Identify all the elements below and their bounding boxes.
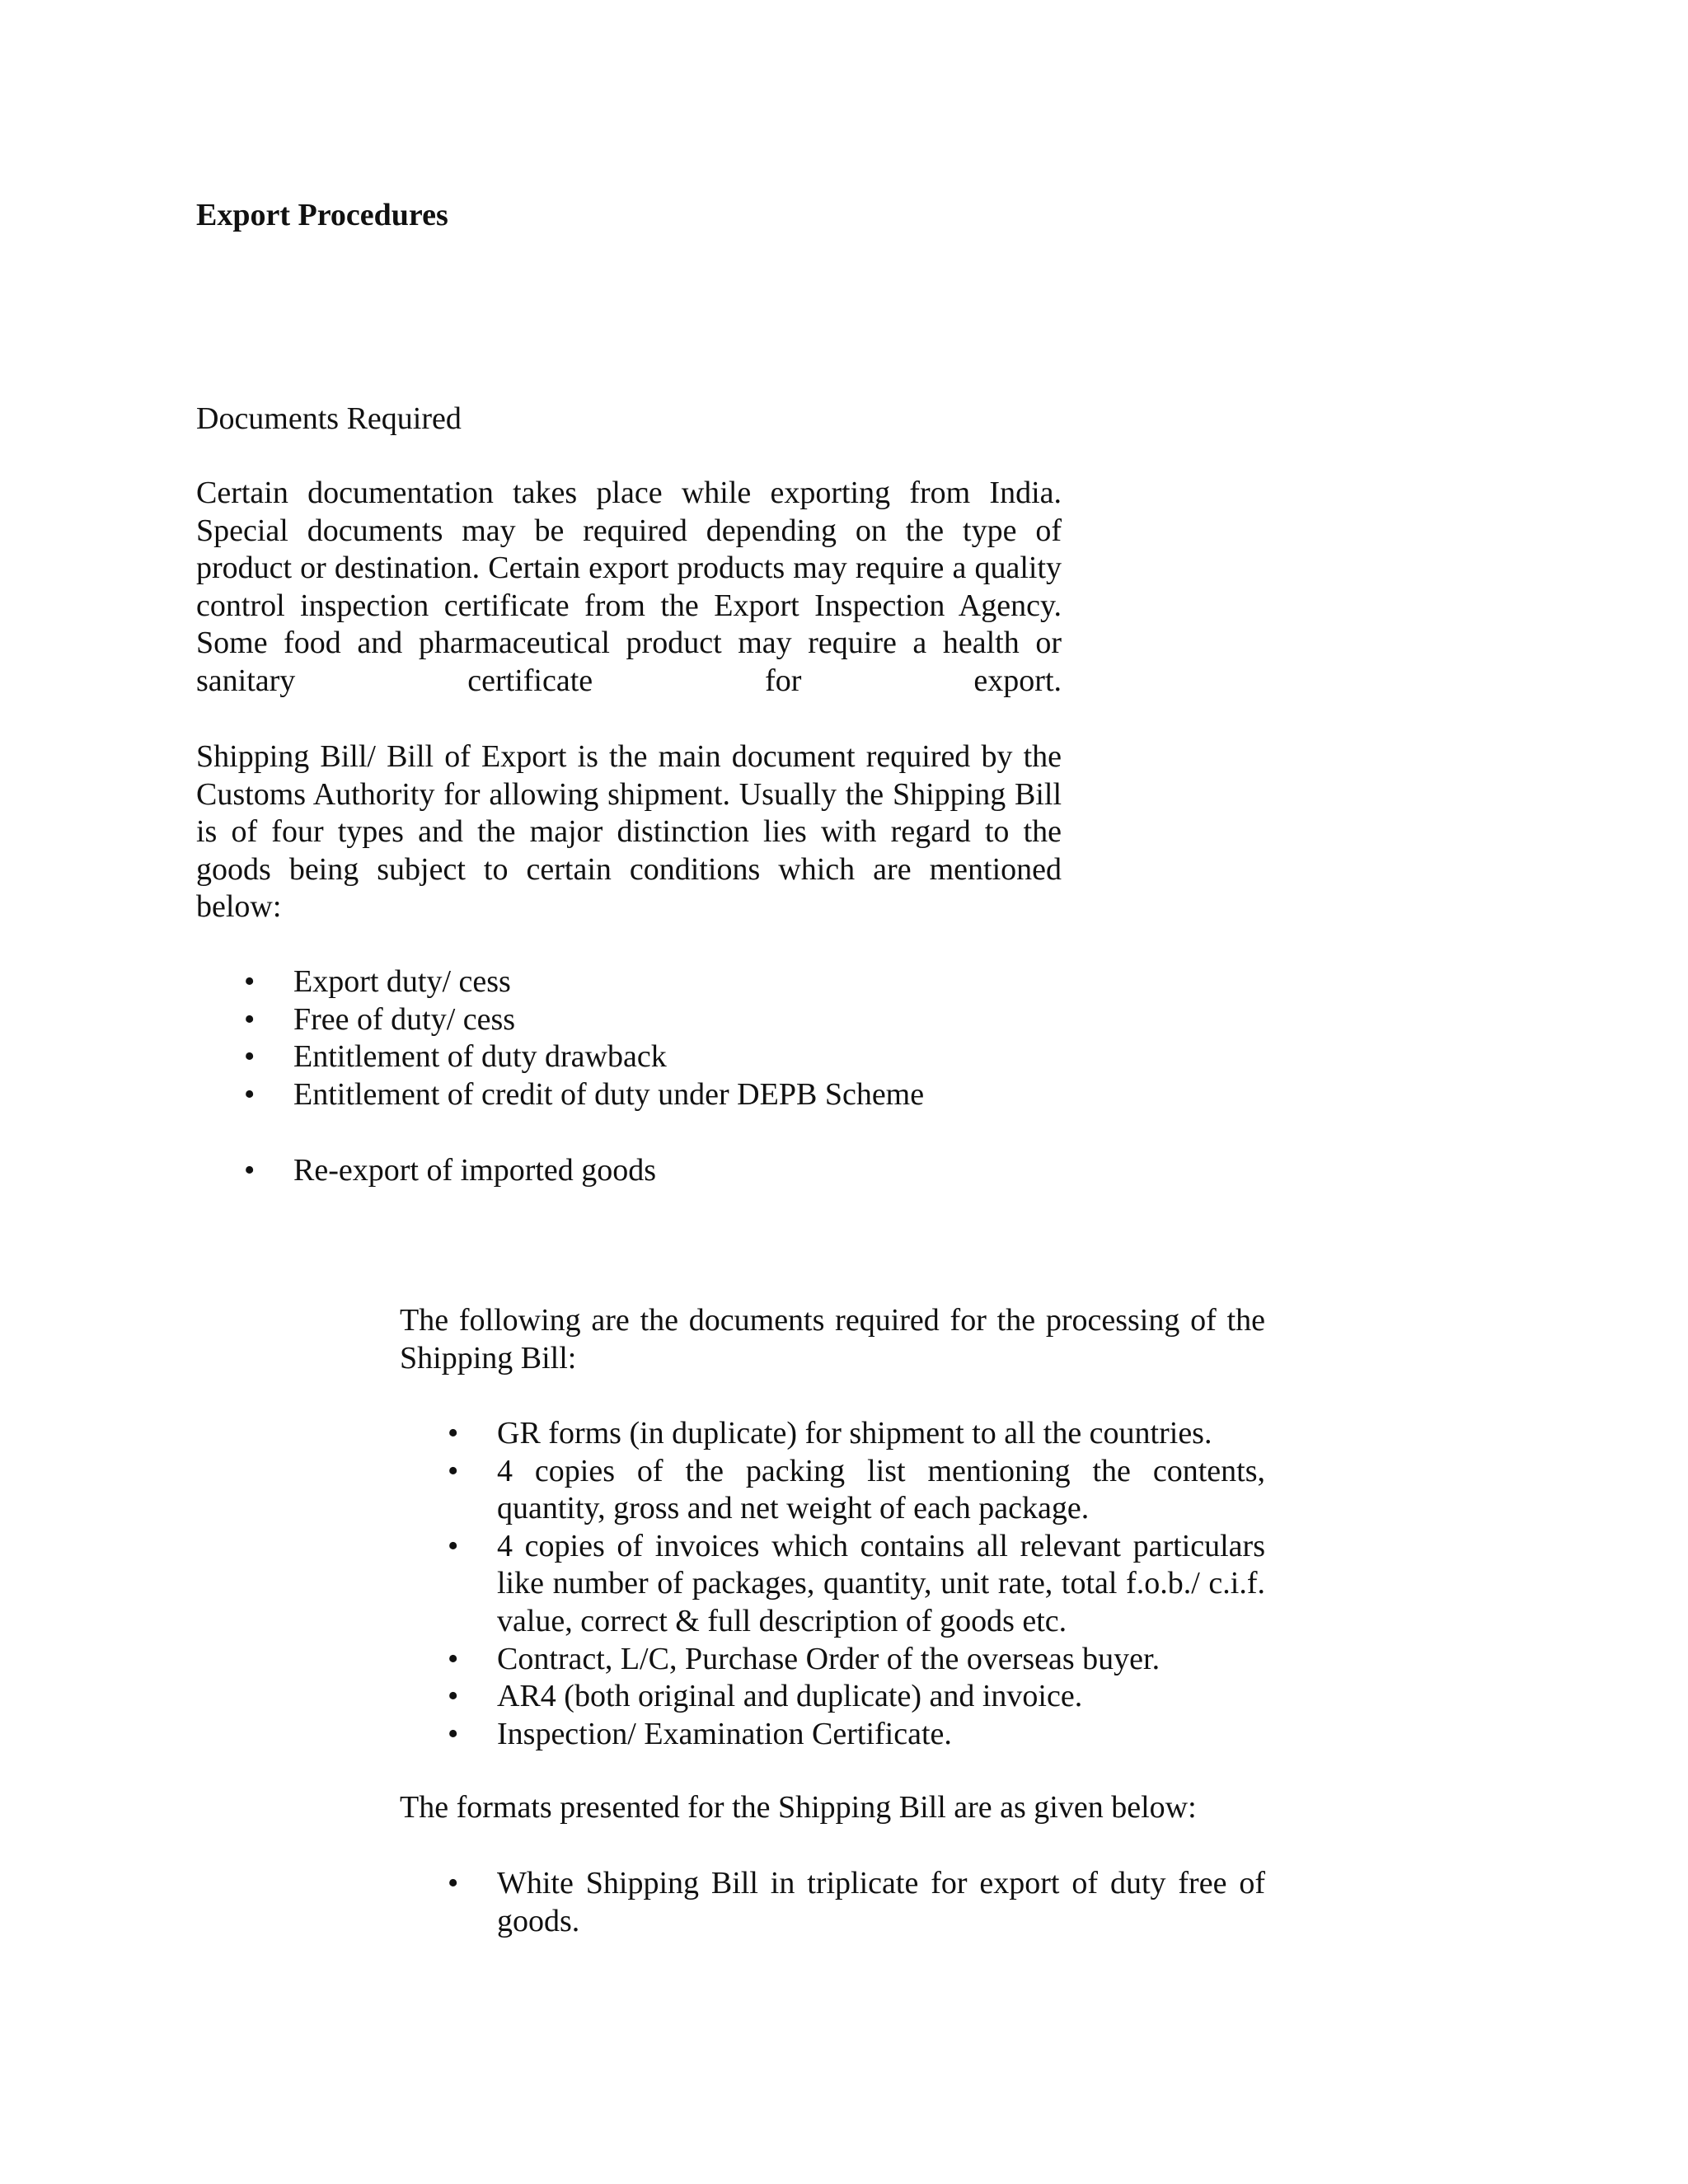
bullet-icon: • <box>244 964 256 999</box>
list-item-text: Free of duty/ cess <box>293 1001 516 1037</box>
bullet-icon: • <box>244 1076 256 1112</box>
list-item <box>400 1528 1265 1641</box>
list-item <box>196 1038 1103 1076</box>
list-item <box>400 1865 1265 1940</box>
list-item-text: 4 copies of the packing list mentioning the contents, quantity, gross and net weight of each package. <box>497 1453 1265 1526</box>
list-item <box>196 1001 1103 1039</box>
bullet-icon: • <box>244 1153 256 1188</box>
intro-paragraph: Certain documentation takes place while exporting from India. Special documents may be required depending on the type of product or destination. Certain export products may require a quality control inspection certificate from the Export Inspection Agency. Some food and pharmaceutical product may require a health or sanitary certificate for export. <box>196 476 1062 698</box>
list-item <box>400 1415 1265 1453</box>
section-heading: Documents Required <box>196 401 462 436</box>
list-item-text: Export duty/ cess <box>293 964 511 999</box>
list-item-text: White Shipping Bill in triplicate for export of duty free of goods. <box>497 1866 1265 1938</box>
list-item-text: Entitlement of duty drawback <box>293 1039 667 1075</box>
list-item-text: Contract, L/C, Purchase Order of the overseas buyer. <box>497 1641 1160 1676</box>
list-item <box>196 1152 1103 1190</box>
bullet-icon: • <box>448 1528 459 1563</box>
bullet-icon: • <box>244 1039 256 1075</box>
list-item <box>196 963 1103 1001</box>
shipping-bill-formats-intro: The formats presented for the Shipping Bill are as given below: <box>400 1790 1197 1825</box>
list-item-text: GR forms (in duplicate) for shipment to all the countries. <box>497 1416 1212 1451</box>
bullet-icon: • <box>448 1641 459 1676</box>
list-item <box>400 1716 1265 1754</box>
bullet-icon: • <box>244 1001 256 1037</box>
required-documents-intro: The following are the documents required for the processing of the Shipping Bill: <box>400 1303 1265 1376</box>
bullet-icon: • <box>448 1453 459 1488</box>
list-item-text: Inspection/ Examination Certificate. <box>497 1716 952 1751</box>
bullet-icon: • <box>448 1416 459 1451</box>
shipping-bill-conditions-list-continued <box>196 1152 1103 1190</box>
list-item <box>400 1641 1265 1679</box>
shipping-bill-paragraph: Shipping Bill/ Bill of Export is the main document required by the Customs Authority for allowing shipment. Usually the Shipping Bill is of four types and the major distinction lies with regard to the goods being subject to certain conditions which are mentioned below: <box>196 739 1062 925</box>
shipping-bill-formats-list <box>400 1865 1265 1940</box>
list-item-text: Entitlement of credit of duty under DEPB Scheme <box>293 1076 925 1112</box>
bullet-icon: • <box>448 1716 459 1751</box>
required-documents-list <box>400 1415 1265 1753</box>
list-item-text: 4 copies of invoices which contains all relevant particulars like number of packages, quantity, unit rate, total f.o.b./ c.i.f. value, correct & full description of goods etc. <box>497 1528 1265 1638</box>
list-item <box>400 1453 1265 1528</box>
bullet-icon: • <box>448 1866 459 1900</box>
shipping-bill-conditions-list <box>196 963 1103 1113</box>
list-item-text: Re-export of imported goods <box>293 1153 657 1188</box>
bullet-icon: • <box>448 1679 459 1714</box>
list-item <box>196 1076 1103 1114</box>
list-item <box>400 1678 1265 1716</box>
list-item-text: AR4 (both original and duplicate) and invoice. <box>497 1679 1083 1714</box>
page-title: Export Procedures <box>196 198 448 232</box>
